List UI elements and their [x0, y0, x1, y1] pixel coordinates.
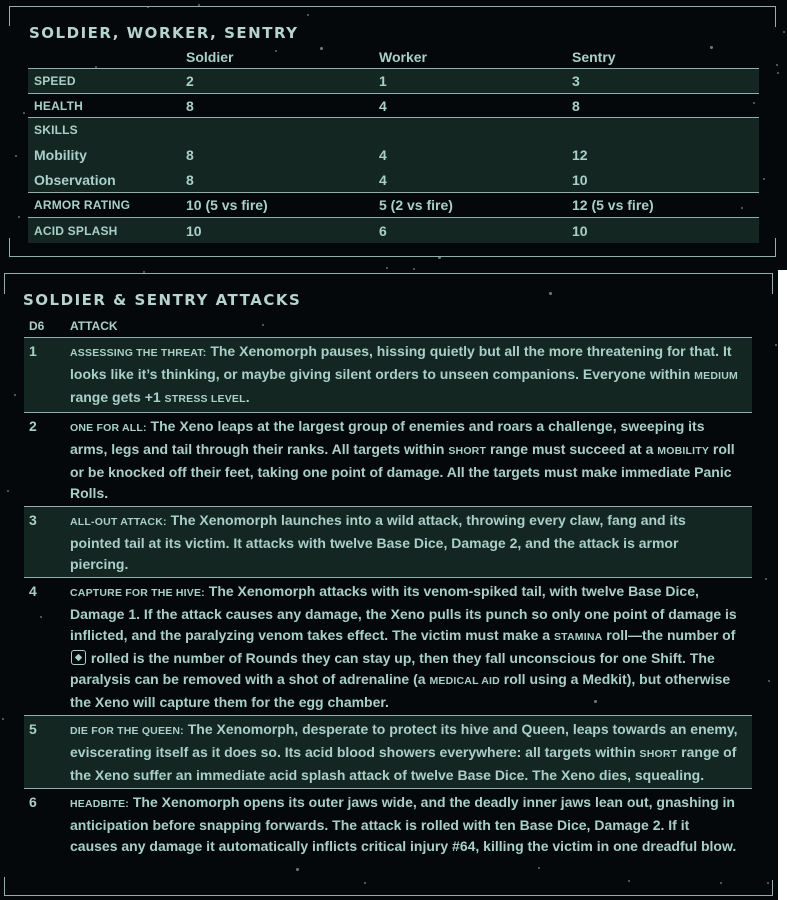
stats-table	[28, 46, 759, 243]
roll-number: 3	[29, 512, 37, 528]
attack-name: ALL-OUT ATTACK:	[70, 516, 167, 528]
attack-name: CAPTURE FOR THE HIVE:	[70, 587, 205, 599]
row-label: HEALTH	[34, 98, 83, 113]
attack-description	[70, 581, 752, 713]
keyword-skill: STAMINA	[553, 631, 603, 643]
frame-border	[775, 238, 776, 257]
text: range must succeed at a	[486, 441, 658, 457]
table-row-mobility	[28, 142, 759, 167]
keyword-range: SHORT	[639, 748, 678, 760]
frame-border	[9, 6, 10, 26]
cell-sentry: 12 (5 vs fire)	[572, 197, 654, 213]
cell-soldier: 8	[186, 146, 194, 163]
attack-name: DIE FOR THE QUEEN:	[70, 725, 184, 737]
roll-number: 6	[29, 794, 37, 810]
skills-block	[28, 118, 759, 193]
table-row-speed	[28, 69, 759, 94]
cell-worker: 4	[379, 146, 387, 163]
keyword-range: MEDIUM	[694, 370, 738, 382]
cell-soldier: 2	[186, 73, 194, 89]
section-title-stats: SOLDIER, WORKER, SENTRY	[29, 24, 299, 42]
row-label: SKILLS	[34, 123, 78, 137]
cell-worker: 5 (2 vs fire)	[379, 197, 453, 213]
row-label: Observation	[34, 171, 116, 188]
attack-row-4	[24, 578, 752, 716]
cell-soldier: 8	[186, 171, 194, 188]
section-title-attacks: SOLDIER & SENTRY ATTACKS	[23, 291, 302, 309]
cell-worker: 4	[379, 171, 387, 188]
attack-row-5	[24, 716, 752, 789]
frame-border	[772, 273, 773, 294]
success-die-icon	[71, 650, 86, 665]
keyword-stress: STRESS LEVEL	[164, 393, 246, 405]
frame-border	[9, 238, 10, 257]
roll-number: 2	[29, 418, 37, 434]
text: roll—the number of	[602, 627, 736, 643]
attack-name: HEADBITE:	[70, 798, 129, 810]
attacks-header-row	[24, 315, 752, 338]
text: .	[245, 389, 250, 405]
attack-name: ASSESSING THE THREAT:	[70, 347, 207, 359]
keyword-range: SHORT	[448, 445, 487, 457]
cell-sentry: 8	[572, 97, 580, 114]
attack-description	[70, 510, 752, 575]
attack-row-2	[24, 413, 752, 507]
cell-worker: 4	[379, 97, 387, 114]
table-row-acid-splash	[28, 218, 759, 243]
attack-row-6	[24, 789, 752, 859]
roll-number: 1	[29, 343, 37, 359]
table-row-skills	[28, 118, 759, 142]
header-worker: Worker	[379, 49, 427, 65]
attack-description	[70, 416, 752, 504]
header-sentry: Sentry	[572, 49, 616, 65]
frame-border	[4, 895, 773, 896]
attack-description	[70, 792, 752, 857]
attack-row-3	[24, 507, 752, 578]
cell-sentry: 10	[572, 171, 588, 188]
frame-border	[4, 273, 773, 274]
attack-row-1	[24, 338, 752, 413]
cell-sentry: 10	[572, 222, 588, 239]
table-row-armor-rating	[28, 193, 759, 218]
cell-sentry: 12	[572, 146, 588, 163]
roll-number: 4	[29, 583, 37, 599]
frame-border	[775, 6, 776, 27]
roll-number: 5	[29, 721, 37, 737]
attacks-table	[24, 315, 752, 859]
text: range of the Xeno suffer an immediate acid splash attack of twelve Base Dice. The Xeno dies, squealing.	[70, 744, 737, 783]
stats-header-row	[28, 46, 759, 69]
cell-sentry: 3	[572, 73, 580, 89]
frame-border	[9, 6, 775, 7]
row-label: ACID SPLASH	[34, 223, 118, 238]
frame-border	[4, 877, 5, 896]
cell-soldier: 10 (5 vs fire)	[186, 197, 268, 213]
frame-border	[4, 273, 5, 294]
cell-soldier: 8	[186, 97, 194, 114]
text: The Xenomorph attacks with its venom-spiked tail, with twelve Base Dice, Damage 1. If the attack causes any damage, the Xeno pulls its punch so only one point of damage is inflicted, and the paralyzing venom takes effect. The victim must make a	[70, 583, 737, 643]
text: The Xenomorph, desperate to protect its hive and Queen, leaps towards an enemy, eviscerating itself as it does so. Its acid blood showers everywhere: all targets within	[70, 721, 738, 760]
header-soldier: Soldier	[186, 49, 234, 65]
keyword-skill: MEDICAL AID	[429, 675, 500, 687]
text: The Xenomorph pauses, hissing quietly but all the more threatening for that. It looks like it’s thinking, or maybe giving silent orders to unseen companions. Everyone within	[70, 343, 732, 382]
row-label: ARMOR RATING	[34, 198, 131, 212]
text: rolled is the number of Rounds they can stay up, then they fall unconscious for one Shift. The paralysis can be removed with a shot of adrenaline (a	[70, 650, 715, 687]
frame-border	[772, 880, 773, 896]
header-attack: ATTACK	[70, 319, 118, 333]
keyword-skill: MOBILITY	[657, 445, 710, 457]
cell-soldier: 10	[186, 222, 202, 239]
page-edge	[778, 270, 787, 900]
text: The Xenomorph launches into a wild attack, throwing every claw, fang and its pointed tail at its victim. It attacks with twelve Base Dice, Damage 2, and the attack is armor piercing.	[70, 512, 686, 572]
attack-description	[70, 341, 752, 410]
cell-worker: 1	[379, 73, 387, 89]
text: roll or be knocked off their feet, taking one point of damage. All the targets must make immediate Panic Rolls.	[70, 441, 735, 501]
text: The Xenomorph opens its outer jaws wide, and the deadly inner jaws lean out, gnashing in anticipation before snapping forwards. The attack is rolled with ten Base Dice, Damage 2. If it causes any damage it automatically inflicts critical injury #64, killing the victim in one dreadful blow.	[70, 794, 737, 854]
header-d6: D6	[29, 319, 45, 333]
cell-worker: 6	[379, 222, 387, 239]
row-label: Mobility	[34, 146, 87, 163]
attack-description	[70, 719, 752, 786]
frame-border	[9, 256, 775, 257]
text: roll using a Medkit), but otherwise the Xeno will capture them for the egg chamber.	[70, 671, 731, 710]
text: range gets +1	[70, 389, 165, 405]
table-row-health	[28, 94, 759, 118]
attack-name: ONE FOR ALL:	[70, 422, 147, 434]
row-label: SPEED	[34, 74, 76, 88]
table-row-observation	[28, 167, 759, 192]
text: The Xeno leaps at the largest group of enemies and roars a challenge, sweeping its arms, legs and tail through their ranks. All targets within	[70, 418, 705, 457]
